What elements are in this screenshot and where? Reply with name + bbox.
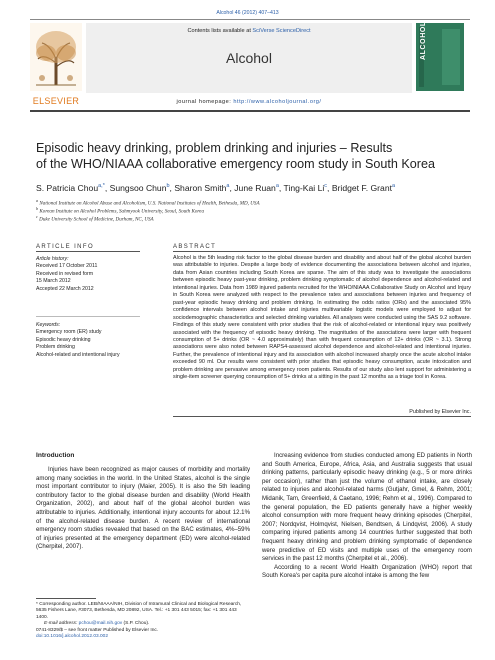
keywords-list: Keywords: Emergency room (ER) study Episodic heavy drinking Problem drinking Alcohol-related and intentional injury [36,322,120,358]
article-title [36,140,436,172]
homepage-link[interactable]: http://www.alcoholjournal.org/ [233,99,322,105]
introduction-paragraph: Injuries have been recognized as major causes of morbidity and mortality among many societies in the world. In the United States, alcohol is the single most important contributor to injury (Maier, 2005). It is also the 5th leading contributory factor to the global disease burden and disability (World Health Organization, 2002), and about half of the global alcohol burden was attributable to injuries. Additionally, intentional injury accounts for about 12.1% of the alcohol-related disease burden. A recent review of international emergency room studies revealed that based on the BAC estimates, 4%–59% of injuries presented at the emergency department (ED) were alcohol-related (Cherpitel, 2007). [36,466,250,551]
author[interactable]: Bridget F. Grant$^a$ [331,183,396,193]
journal-homepage [86,99,412,105]
author[interactable]: June Ruan$^a$, [234,183,284,193]
article-info-heading: ARTICLE INFO [36,244,95,250]
abstract-heading: ABSTRACT [173,244,217,250]
author-list [36,183,476,193]
author[interactable]: Sharon Smith$^a$, [174,183,235,193]
introduction-heading: Introduction [36,452,75,459]
footnote-rule [36,598,96,599]
article-history: Article history: Received 17 October 2011 Received in revised form 15 March 2012 Accepted 22 March 2012 [36,256,98,292]
email-link[interactable]: pchou@mail.nih.gov [78,621,123,627]
abstract-bottom-rule [173,416,471,417]
affiliation: $^b$ Korean Institute on Alcohol Problems, Sahmyook University, Seoul, South Korea [36,206,204,215]
cover-title: ALCOHOL [420,21,427,60]
elsevier-tree-logo [30,23,82,91]
body-paragraph: Increasing evidence from studies conducted among ED patients in North and South America, Europe, Africa, Asia, and Australia suggests that usual drinking patterns, particularly episodic heavy drinking (e.g., 5 or more drinks per occasion), rather than just the volume of ethanol intake, are closely related to injuries and alcohol-related harms (Gutjahr, Gmel, & Rehm, 2001; Midanik, Tam, Greenfield, & Caetano, 1996; Rehm et al., 1996). Compared to the general population, the ED patients generally have a higher weekly alcohol consumption with more frequent heavy drinking episodes (Cherpitel, 2007; Nordqvist, Holmqvist, Nielsen, Bendtsen, & Lindqvist, 2006). A study comparing injured patients among 14 countries further suggested that both frequent heavy drinking and problem drinking symptomatic of dependence were predictive of ED visits and multiple uses of the emergency room services in the past 12 months (Cherpitel et al., 2006). [262,452,472,563]
abstract-text: Alcohol is the 5th leading risk factor to the global disease burden and disability and about half of the global alcohol burden was attributable to injuries. Despite a large body of evidence documenting the associations between alcohol and injuries, data from Asian countries including South Korea are sparse. The aim of this study was to investigate the associations between episodic heavy past-year drinking, problem drinking symptomatic of alcohol dependence and alcohol-related and intentional injuries. Data from 1989 injured patients recruited for the WHO/NIAAA Collaborative Study on Alcohol and Injury in South Korea were analyzed with respect to the prevalence rates and associations between injuries and frequency of past-year episodic heavy drinking and problem drinking. In estimating the odds ratios (ORs) and the associated 95% confidence intervals between alcohol intake and injuries multivariable logistic models were employed to adjust for sociodemographic characteristics and selected drinking variables. All analyses were conducted using the SAS 9.2 software. Findings of this study were consistent with prior studies that the risk of alcohol-related or intentional injury was positively associated with the frequency of episodic heavy drinking. The magnitudes of the associations were larger with frequent consumption of 5+ drinks (OR ~ 4.0 approximately) than with frequent consumption of 12+ drinks (OR ~ 3.1). Strong associations were also noted between RAPS4-assessed alcohol dependence and alcohol-related and intentional injuries. Further, the prevalence of intentional injury and its association with alcohol increased sharply once the acute alcohol intake exceeded 90 ml. Our results were consistent with prior studies that episodic heavy consumption, acute intoxication and problem drinking are pervasive among emergency room patients. Results of our study also lent support for administering a single-item screener querying consumption of 5+ drinks at a sitting in the past 12 months as a triage tool in Korea. [173,255,471,381]
elsevier-wordmark: ELSEVIER [32,96,80,106]
article-info-divider [36,316,140,317]
title-line-2: of the WHO/NIAAA collaborative emergency room study in South Korea [36,157,435,171]
keyword: Problem drinking [36,344,75,351]
journal-name: Alcohol [226,50,272,66]
title-line-1: Episodic heavy drinking, problem drinking and injuries – Results [36,141,393,155]
affiliation: $^c$ Duke University School of Medicine, Durham, NC, USA [36,214,154,223]
author[interactable]: Sungsoo Chun$^b$, [109,183,175,193]
contents-prefix: Contents lists available at [187,28,253,34]
header-divider [30,19,470,20]
homepage-prefix: journal homepage: [176,99,234,105]
abstract-rule [173,251,471,252]
affiliation: $^a$ National Institute on Alcohol Abuse and Alcoholism, U.S. National Institutes of Health, Bethesda, MD, USA [36,198,260,207]
keyword: Emergency room (ER) study [36,329,102,336]
journal-reference[interactable]: Alcohol 46 (2012) 407–413 [216,10,279,16]
contents-availability [86,28,412,34]
article-info-rule [36,251,140,252]
issn-doi: 0741-8329/$ – see front matter Published by Elsevier Inc. doi:10.1016/j.alcohol.2012.03.002 [36,628,250,641]
sciencedirect-link[interactable]: SciVerse ScienceDirect [252,28,311,34]
doi-link[interactable]: doi:10.1016/j.alcohol.2012.03.002 [36,634,109,640]
right-column-text [262,452,472,581]
header-bottom-rule [30,110,470,112]
published-by: Published by Elsevier Inc. [409,409,471,415]
author[interactable]: S. Patricia Chou$^{a,*}$, [36,183,110,193]
keyword: Alcohol-related and intentional injury [36,351,120,358]
corresponding-author-footnote: * Corresponding author. LEB/NIAAA/NIH, Division of Intramural Clinical and Biological Research, 5635 Fishers Lane, #3073, Bethesda, MD 20892, USA. Tel.: +1 301 443 5015; fax: +1 301 443 1400. E-mail address: pchou@mail.nih.gov (S.P. Chou). [36,602,242,627]
author[interactable]: Ting-Kai Li$^c$, [283,183,332,193]
keyword: Episodic heavy drinking [36,336,91,343]
body-paragraph: According to a recent World Health Organization (WHO) report that South Korea's per capita pure alcohol intake is among the few [262,563,472,580]
